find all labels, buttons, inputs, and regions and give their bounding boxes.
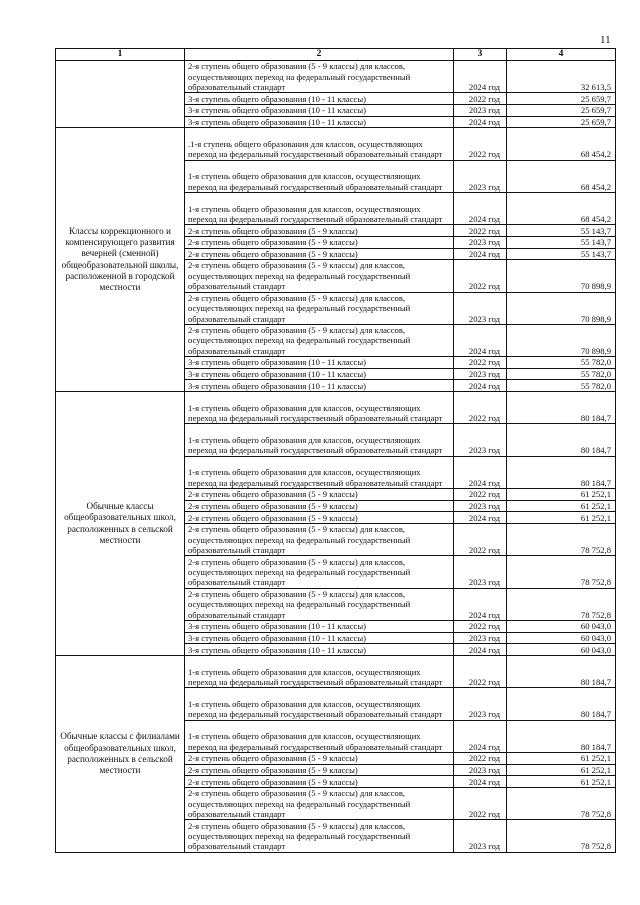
table-row xyxy=(56,61,616,93)
amount-cell: 55 143,7 xyxy=(507,225,616,237)
year-cell: 2023 год xyxy=(454,764,507,776)
amount-cell: 78 752,8 xyxy=(507,787,616,819)
education-level-cell: 2-я ступень общего образования (5 - 9 классы) xyxy=(185,512,454,524)
amount-cell: 60 043,0 xyxy=(507,632,616,644)
education-level-cell: 2-я ступень общего образования (5 - 9 классы) для классов, осуществляющих переход на федеральный государственный образовательный стандарт xyxy=(185,324,454,356)
table-row xyxy=(56,392,616,424)
amount-cell: 80 184,7 xyxy=(507,456,616,488)
amount-cell: 55 782,0 xyxy=(507,380,616,392)
education-level-cell: 2-я ступень общего образования (5 - 9 классы) xyxy=(185,753,454,765)
year-cell: 2022 год xyxy=(454,392,507,424)
amount-cell: 70 898,9 xyxy=(507,324,616,356)
amount-cell: 60 043,0 xyxy=(507,644,616,656)
year-cell: 2023 год xyxy=(454,556,507,588)
year-cell: 2023 год xyxy=(454,424,507,456)
amount-cell: 80 184,7 xyxy=(507,655,616,687)
year-cell: 2022 год xyxy=(454,655,507,687)
amount-cell: 70 898,9 xyxy=(507,260,616,292)
amount-cell: 80 184,7 xyxy=(507,720,616,752)
year-cell: 2024 год xyxy=(454,380,507,392)
funding-table xyxy=(55,48,616,853)
year-cell: 2024 год xyxy=(454,116,507,128)
year-cell: 2024 год xyxy=(454,644,507,656)
amount-cell: 78 752,8 xyxy=(507,588,616,620)
amount-cell: 55 782,0 xyxy=(507,357,616,369)
column-header-1: 1 xyxy=(56,49,185,61)
header-row xyxy=(56,49,616,61)
year-cell: 2022 год xyxy=(454,787,507,819)
education-level-cell: 2-я ступень общего образования (5 - 9 классы) xyxy=(185,500,454,512)
education-level-cell: 2-я ступень общего образования (5 - 9 классы) для классов, осуществляющих переход на федеральный государственный образовательный стандарт xyxy=(185,524,454,556)
amount-cell: 61 252,1 xyxy=(507,489,616,501)
year-cell: 2022 год xyxy=(454,753,507,765)
year-cell: 2024 год xyxy=(454,776,507,788)
amount-cell: 25 659,7 xyxy=(507,93,616,105)
table-row xyxy=(56,128,616,160)
year-cell: 2022 год xyxy=(454,357,507,369)
year-cell: 2024 год xyxy=(454,248,507,260)
education-level-cell: 1-я ступень общего образования для классов, осуществляющих переход на федеральный государственный образовательный стандарт xyxy=(185,655,454,687)
education-level-cell: 3-я ступень общего образования (10 - 11 классы) xyxy=(185,93,454,105)
education-level-cell: 3-я ступень общего образования (10 - 11 классы) xyxy=(185,632,454,644)
education-level-cell: 3-я ступень общего образования (10 - 11 классы) xyxy=(185,116,454,128)
education-level-cell: 2-я ступень общего образования (5 - 9 классы) для классов, осуществляющих переход на федеральный государственный образовательный стандарт xyxy=(185,61,454,93)
year-cell: 2022 год xyxy=(454,489,507,501)
column-header-4: 4 xyxy=(507,49,616,61)
education-level-cell: 3-я ступень общего образования (10 - 11 классы) xyxy=(185,104,454,116)
year-cell: 2024 год xyxy=(454,456,507,488)
amount-cell: 55 143,7 xyxy=(507,248,616,260)
amount-cell: 60 043,0 xyxy=(507,621,616,633)
education-level-cell: 2-я ступень общего образования (5 - 9 классы) для классов, осуществляющих переход на федеральный государственный образовательный стандарт xyxy=(185,787,454,819)
education-level-cell: 3-я ступень общего образования (10 - 11 классы) xyxy=(185,380,454,392)
year-cell: 2022 год xyxy=(454,621,507,633)
year-cell: 2024 год xyxy=(454,512,507,524)
year-cell: 2024 год xyxy=(454,192,507,224)
amount-cell: 61 252,1 xyxy=(507,764,616,776)
education-level-cell: 3-я ступень общего образования (10 - 11 классы) xyxy=(185,368,454,380)
year-cell: 2023 год xyxy=(454,500,507,512)
year-cell: 2022 год xyxy=(454,260,507,292)
education-level-cell: .1-я ступень общего образования для классов, осуществляющих переход на федеральный государственный образовательный стандарт xyxy=(185,128,454,160)
education-level-cell: 1-я ступень общего образования для классов, осуществляющих переход на федеральный государственный образовательный стандарт xyxy=(185,424,454,456)
education-level-cell: 2-я ступень общего образования (5 - 9 классы) для классов, осуществляющих переход на федеральный государственный образовательный стандарт xyxy=(185,292,454,324)
table-body xyxy=(56,49,616,853)
year-cell: 2023 год xyxy=(454,104,507,116)
year-cell: 2023 год xyxy=(454,292,507,324)
year-cell: 2023 год xyxy=(454,160,507,192)
year-cell: 2023 год xyxy=(454,632,507,644)
education-level-cell: 2-я ступень общего образования (5 - 9 классы) xyxy=(185,225,454,237)
education-level-cell: 2-я ступень общего образования (5 - 9 классы) для классов, осуществляющих переход на федеральный государственный образовательный стандарт xyxy=(185,260,454,292)
amount-cell: 80 184,7 xyxy=(507,424,616,456)
amount-cell: 61 252,1 xyxy=(507,512,616,524)
amount-cell: 55 782,0 xyxy=(507,368,616,380)
year-cell: 2022 год xyxy=(454,225,507,237)
amount-cell: 80 184,7 xyxy=(507,688,616,720)
column-header-2: 2 xyxy=(185,49,454,61)
education-level-cell: 1-я ступень общего образования для классов, осуществляющих переход на федеральный государственный образовательный стандарт xyxy=(185,456,454,488)
education-level-cell: 1-я ступень общего образования для классов, осуществляющих переход на федеральный государственный образовательный стандарт xyxy=(185,720,454,752)
amount-cell: 25 659,7 xyxy=(507,104,616,116)
year-cell: 2023 год xyxy=(454,688,507,720)
year-cell: 2023 год xyxy=(454,368,507,380)
amount-cell: 61 252,1 xyxy=(507,753,616,765)
year-cell: 2023 год xyxy=(454,820,507,852)
amount-cell: 78 752,8 xyxy=(507,524,616,556)
amount-cell: 78 752,8 xyxy=(507,556,616,588)
year-cell: 2024 год xyxy=(454,61,507,93)
education-level-cell: 2-я ступень общего образования (5 - 9 классы) xyxy=(185,776,454,788)
year-cell: 2022 год xyxy=(454,524,507,556)
education-level-cell: 2-я ступень общего образования (5 - 9 классы) для классов, осуществляющих переход на федеральный государственный образовательный стандарт xyxy=(185,556,454,588)
amount-cell: 78 752,8 xyxy=(507,820,616,852)
amount-cell: 68 454,2 xyxy=(507,160,616,192)
category-cell xyxy=(56,61,185,128)
table-row xyxy=(56,655,616,687)
education-level-cell: 3-я ступень общего образования (10 - 11 классы) xyxy=(185,621,454,633)
amount-cell: 68 454,2 xyxy=(507,192,616,224)
year-cell: 2023 год xyxy=(454,236,507,248)
category-cell: Обычные классы с филиалами общеобразовательных школ, расположенных в сельской местности xyxy=(56,655,185,852)
amount-cell: 25 659,7 xyxy=(507,116,616,128)
education-level-cell: 2-я ступень общего образования (5 - 9 классы) для классов, осуществляющих переход на федеральный государственный образовательный стандарт xyxy=(185,820,454,852)
year-cell: 2024 год xyxy=(454,588,507,620)
education-level-cell: 2-я ступень общего образования (5 - 9 классы) xyxy=(185,764,454,776)
education-level-cell: 1-я ступень общего образования для классов, осуществляющих переход на федеральный государственный образовательный стандарт xyxy=(185,192,454,224)
education-level-cell: 3-я ступень общего образования (10 - 11 классы) xyxy=(185,644,454,656)
year-cell: 2022 год xyxy=(454,93,507,105)
year-cell: 2022 год xyxy=(454,128,507,160)
year-cell: 2024 год xyxy=(454,324,507,356)
column-header-3: 3 xyxy=(454,49,507,61)
year-cell: 2024 год xyxy=(454,720,507,752)
education-level-cell: 2-я ступень общего образования (5 - 9 классы) для классов, осуществляющих переход на федеральный государственный образовательный стандарт xyxy=(185,588,454,620)
education-level-cell: 1-я ступень общего образования для классов, осуществляющих переход на федеральный государственный образовательный стандарт xyxy=(185,160,454,192)
amount-cell: 70 898,9 xyxy=(507,292,616,324)
education-level-cell: 3-я ступень общего образования (10 - 11 классы) xyxy=(185,357,454,369)
category-cell: Обычные классы общеобразовательных школ, расположенных в сельской местности xyxy=(56,392,185,656)
amount-cell: 55 143,7 xyxy=(507,236,616,248)
amount-cell: 61 252,1 xyxy=(507,776,616,788)
education-level-cell: 1-я ступень общего образования для классов, осуществляющих переход на федеральный государственный образовательный стандарт xyxy=(185,392,454,424)
education-level-cell: 2-я ступень общего образования (5 - 9 классы) xyxy=(185,248,454,260)
page-number: 11 xyxy=(600,34,611,46)
amount-cell: 68 454,2 xyxy=(507,128,616,160)
category-cell: Классы коррекционного и компенсирующего развития вечерней (сменной) общеобразовательной школы, расположенной в городской местности xyxy=(56,128,185,392)
education-level-cell: 2-я ступень общего образования (5 - 9 классы) xyxy=(185,236,454,248)
amount-cell: 32 613,5 xyxy=(507,61,616,93)
education-level-cell: 1-я ступень общего образования для классов, осуществляющих переход на федеральный государственный образовательный стандарт xyxy=(185,688,454,720)
amount-cell: 80 184,7 xyxy=(507,392,616,424)
education-level-cell: 2-я ступень общего образования (5 - 9 классы) xyxy=(185,489,454,501)
amount-cell: 61 252,1 xyxy=(507,500,616,512)
